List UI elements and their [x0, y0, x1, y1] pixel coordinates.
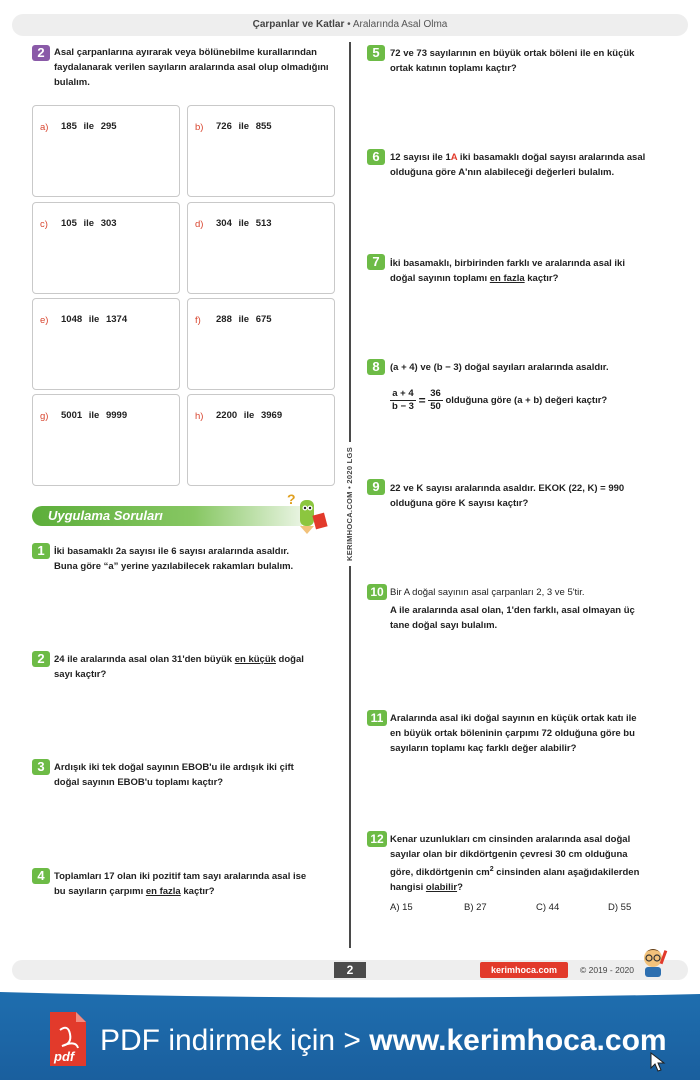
option-label: B): [464, 902, 474, 913]
option-label: A): [390, 902, 400, 913]
denominator: b − 3: [392, 401, 414, 412]
text-span: 12 sayısı ile 1: [390, 152, 451, 163]
question-line: en büyük ortak böleninin çarpımı 72 olduğuna göre bu: [390, 728, 635, 739]
download-text-plain: PDF indirmek için >: [100, 1024, 370, 1057]
question-number-badge: 7: [367, 254, 385, 270]
numerator: a + 4: [390, 388, 416, 401]
question-line: Ardışık iki tek doğal sayının EBOB'u ile ardışık iki çift: [54, 762, 294, 773]
answer-box: [32, 105, 180, 197]
section-banner-title: Uygulama Soruları: [48, 508, 163, 523]
question-line: Aralarında asal iki doğal sayının en küçük ortak katı ile: [390, 713, 637, 724]
header-bullet: •: [347, 19, 351, 30]
text-span: doğal sayının toplamı: [390, 273, 490, 284]
download-url[interactable]: www.kerimhoca.com: [369, 1024, 667, 1057]
question-text: [54, 652, 344, 682]
question-line: [390, 271, 680, 286]
answer-box: [32, 298, 180, 390]
question-text: [54, 544, 344, 574]
item-label: h): [195, 411, 204, 422]
item-value: 185 ile 295: [61, 121, 117, 132]
option-value: 15: [402, 902, 413, 913]
question-number-badge: 9: [367, 479, 385, 495]
text-span: doğal: [275, 654, 304, 665]
item-label: f): [195, 315, 201, 326]
item-label: a): [40, 122, 49, 133]
text-span: ?: [457, 882, 463, 894]
question-text: [390, 585, 685, 633]
question-line: olduğuna göre (a + b) değeri kaçtır?: [445, 395, 608, 406]
answer-box: [32, 394, 180, 486]
option-b[interactable]: [464, 902, 487, 913]
wave-decoration: [0, 986, 700, 1000]
page-number: 2: [334, 962, 366, 978]
answer-box: [187, 298, 335, 390]
question-line: A ile aralarında asal olan, 1'den farklı, asal olmayan üç: [390, 605, 635, 616]
option-value: 55: [620, 902, 632, 913]
question-line: Asal çarpanlarına ayırarak veya bölünebilme kurallarından: [54, 47, 317, 58]
underlined-text: en fazla: [489, 273, 525, 284]
numerator: 36: [430, 388, 441, 399]
question-line: [390, 150, 685, 165]
item-value: 304 ile 513: [216, 218, 272, 229]
question-number-badge: 2: [32, 651, 50, 667]
question-number-badge: 4: [32, 868, 50, 884]
question-line: Toplamları 17 olan iki pozitif tam sayı aralarında asal ise: [54, 871, 307, 882]
question-line: İki basamaklı 2a sayısı ile 6 sayısı aralarında asaldır.: [54, 546, 290, 557]
superscript: 2: [489, 866, 494, 873]
question-number-badge: 6: [367, 149, 385, 165]
question-line: [54, 652, 344, 667]
pdf-file-icon: [48, 1010, 88, 1068]
question-line: Bir A doğal sayının asal çarpanları 2, 3 ve 5'tir.: [390, 587, 585, 598]
page-header: [12, 14, 688, 36]
answer-box: [187, 105, 335, 197]
underlined-text: olabilir: [425, 882, 458, 894]
answer-box: [187, 202, 335, 294]
item-value: 288 ile 675: [216, 314, 272, 325]
question-text: [390, 150, 685, 180]
question-text: [390, 711, 685, 756]
question-text: [390, 46, 680, 76]
highlighted-letter: A: [450, 152, 458, 163]
question-line: bulalım.: [54, 77, 90, 88]
option-label: D): [608, 902, 619, 913]
question-line: doğal sayının EBOB'u toplamı kaçtır?: [54, 777, 224, 788]
denominator: 50: [430, 401, 441, 412]
item-label: e): [40, 315, 49, 326]
question-line: Kenar uzunlukları cm cinsinden aralarında asal doğal: [390, 834, 631, 845]
svg-text:?: ?: [287, 491, 296, 507]
option-value: 44: [548, 902, 560, 913]
question-text: [390, 832, 685, 895]
question-line: 72 ve 73 sayılarının en büyük ortak böleni ile en küçük: [390, 48, 635, 59]
question-text: [390, 481, 685, 511]
cursor-icon: [650, 1052, 666, 1072]
item-value: 726 ile 855: [216, 121, 272, 132]
question-text: [54, 760, 344, 790]
side-watermark-text: KERIMHOCA.COM • 2020 LGS: [344, 442, 356, 566]
question-line: [54, 884, 344, 899]
equals-sign: =: [418, 393, 426, 408]
question-line: (a + 4) ve (b − 3) doğal sayıları aralarında asaldır.: [390, 362, 609, 373]
item-value: 1048 ile 1374: [61, 314, 128, 325]
item-label: g): [40, 411, 49, 422]
underlined-text: en küçük: [234, 654, 276, 665]
text-span: bu sayıların çarpımı: [54, 886, 146, 897]
question-text: [54, 45, 344, 90]
question-number-badge: 11: [367, 710, 387, 726]
teacher-mascot-icon: [636, 944, 670, 978]
question-line: sayı kaçtır?: [54, 669, 107, 680]
item-label: c): [40, 219, 48, 230]
text-span: iki basamaklı doğal sayısı aralarında asal: [457, 152, 646, 163]
download-text[interactable]: [100, 1024, 667, 1058]
item-label: b): [195, 122, 204, 133]
brand-link[interactable]: kerimhoca.com: [480, 962, 568, 978]
question-line: sayıların toplamı kaç farklı değer alabilir?: [390, 743, 577, 754]
question-line: 22 ve K sayısı aralarında asaldır. EKOK (22, K) = 990: [390, 483, 625, 494]
question-line: [390, 880, 685, 895]
option-d[interactable]: [608, 902, 631, 913]
item-value: 2200 ile 3969: [216, 410, 283, 421]
text-span: hangisi: [390, 882, 426, 894]
question-number-badge: 3: [32, 759, 50, 775]
question-text: [390, 360, 680, 375]
item-value: 105 ile 303: [61, 218, 117, 229]
question-number-badge: 5: [367, 45, 385, 61]
question-number-badge: 12: [367, 831, 387, 847]
question-number-badge: 2: [32, 45, 50, 61]
question-text: [390, 256, 680, 286]
question-text: [54, 869, 344, 899]
pencil-mascot-icon: [284, 490, 334, 536]
section-banner: [32, 506, 302, 526]
fraction: [428, 388, 443, 413]
svg-text:pdf: pdf: [54, 1049, 75, 1064]
option-value: 27: [476, 902, 487, 913]
question-line: Buna göre “a” yerine yazılabilecek rakamları bulalım.: [54, 561, 294, 572]
header-subtopic: Aralarında Asal Olma: [352, 19, 448, 30]
item-label: d): [195, 219, 204, 230]
text-span: 24 ile aralarında asal olan 31'den büyük: [54, 654, 235, 665]
answer-box: [187, 394, 335, 486]
question-line: tane doğal sayı bulalım.: [390, 620, 498, 631]
question-line: İki basamaklı, birbirinden farklı ve aralarında asal iki: [390, 258, 625, 269]
copyright-text: © 2019 - 2020: [580, 965, 634, 975]
question-line: olduğuna göre A'nın alabileceği değerleri bulalım.: [390, 167, 615, 178]
underlined-text: en fazla: [145, 886, 181, 897]
question-number-badge: 8: [367, 359, 385, 375]
fraction-equation: [390, 388, 607, 413]
question-line: olduğuna göre K sayısı kaçtır?: [390, 498, 529, 509]
question-number-badge: 1: [32, 543, 50, 559]
option-c[interactable]: [536, 902, 559, 913]
question-line: sayılar olan bir dikdörtgenin çevresi 30 cm olduğuna: [390, 849, 628, 860]
option-a[interactable]: [390, 902, 413, 913]
question-line: [390, 862, 685, 880]
question-line: faydalanarak verilen sayıların aralarında asal olup olmadığını: [54, 62, 329, 73]
text-span: kaçtır?: [180, 886, 215, 897]
text-span: cinsinden alanı aşağıdakilerden: [493, 867, 640, 879]
answer-box: [32, 202, 180, 294]
text-span: göre, dikdörtgenin cm: [390, 867, 490, 879]
header-topic: Çarpanlar ve Katlar: [252, 19, 345, 30]
option-label: C): [536, 902, 547, 913]
question-line: ortak katının toplamı kaçtır?: [390, 63, 517, 74]
fraction: [390, 388, 416, 413]
question-number-badge: 10: [367, 584, 387, 600]
item-value: 5001 ile 9999: [61, 410, 128, 421]
text-span: kaçtır?: [524, 273, 559, 284]
